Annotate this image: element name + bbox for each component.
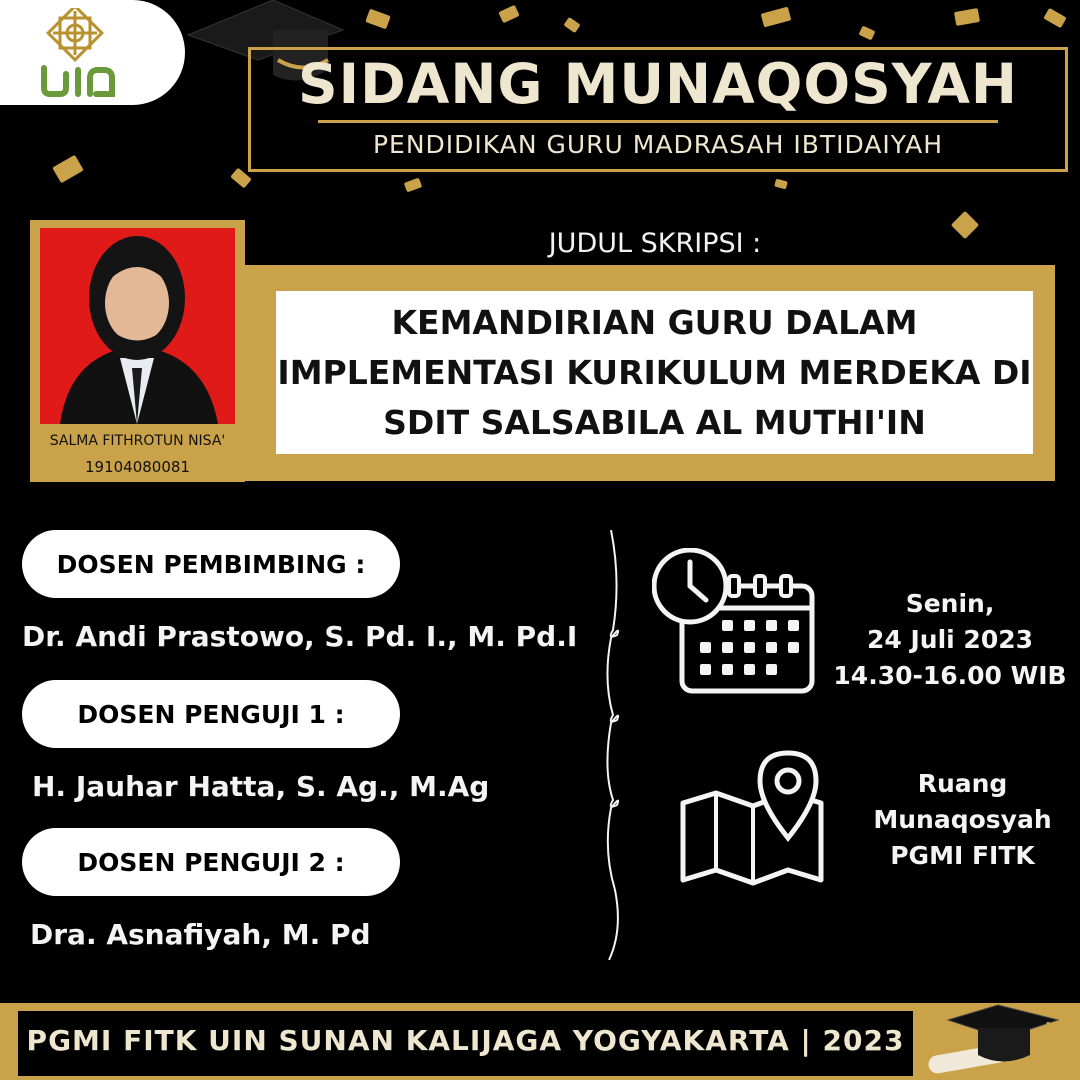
schedule-text (825, 586, 1075, 694)
schedule-time: 14.30-16.00 WIB (833, 661, 1067, 690)
calendar-clock-icon (652, 548, 817, 696)
schedule-day: Senin, (905, 589, 995, 618)
examiner-name: Dra. Asnafiyah, M. Pd (30, 918, 371, 951)
thesis-label: JUDUL SKRIPSI : (548, 228, 762, 259)
confetti-piece (498, 5, 519, 23)
role-pill-penguji-2: DOSEN PENGUJI 2 : (22, 828, 400, 896)
page-title: SIDANG MUNAQOSYAH (298, 52, 1018, 116)
location-line: Munaqosyah (873, 805, 1052, 834)
uin-logo-icon (38, 8, 128, 100)
role-pill-penguji-1: DOSEN PENGUJI 1 : (22, 680, 400, 748)
schedule-date: 24 Juli 2023 (866, 625, 1033, 654)
thesis-title-line: KEMANDIRIAN GURU DALAM (391, 303, 918, 342)
role-pill-pembimbing: DOSEN PEMBIMBING : (22, 530, 400, 598)
student-portrait-icon (40, 228, 235, 424)
decorative-divider (595, 530, 635, 960)
student-photo (40, 228, 235, 424)
student-nim: 19104080081 (85, 458, 190, 476)
confetti-piece (774, 179, 788, 190)
confetti-piece (761, 7, 792, 28)
confetti-piece (1043, 8, 1066, 28)
confetti-piece (563, 17, 580, 33)
header-divider (318, 120, 998, 123)
footer-text: PGMI FITK UIN SUNAN KALIJAGA YOGYAKARTA | 2023 (26, 1024, 905, 1057)
thesis-title-line: IMPLEMENTASI KURIKULUM MERDEKA DI (277, 353, 1032, 392)
confetti-piece (951, 211, 979, 239)
location-line: PGMI FITK (890, 841, 1035, 870)
location-line: Ruang (917, 769, 1008, 798)
thesis-title-line: SDIT SALSABILA AL MUTHI'IN (383, 403, 926, 442)
graduation-cap-diploma-icon (918, 1000, 1068, 1080)
student-name: SALMA FITHROTUN NISA' (49, 433, 226, 449)
thesis-title (276, 298, 1033, 448)
confetti-piece (859, 26, 876, 41)
map-pin-icon (678, 748, 828, 888)
confetti-piece (365, 9, 390, 30)
confetti-piece (954, 8, 980, 26)
examiner-name: Dr. Andi Prastowo, S. Pd. I., M. Pd.I (22, 620, 578, 653)
page-subtitle: PENDIDIKAN GURU MADRASAH IBTIDAIYAH (372, 130, 944, 159)
examiner-name: H. Jauhar Hatta, S. Ag., M.Ag (32, 770, 490, 803)
confetti-piece (404, 178, 422, 193)
confetti-piece (52, 155, 84, 184)
location-text (840, 766, 1080, 874)
